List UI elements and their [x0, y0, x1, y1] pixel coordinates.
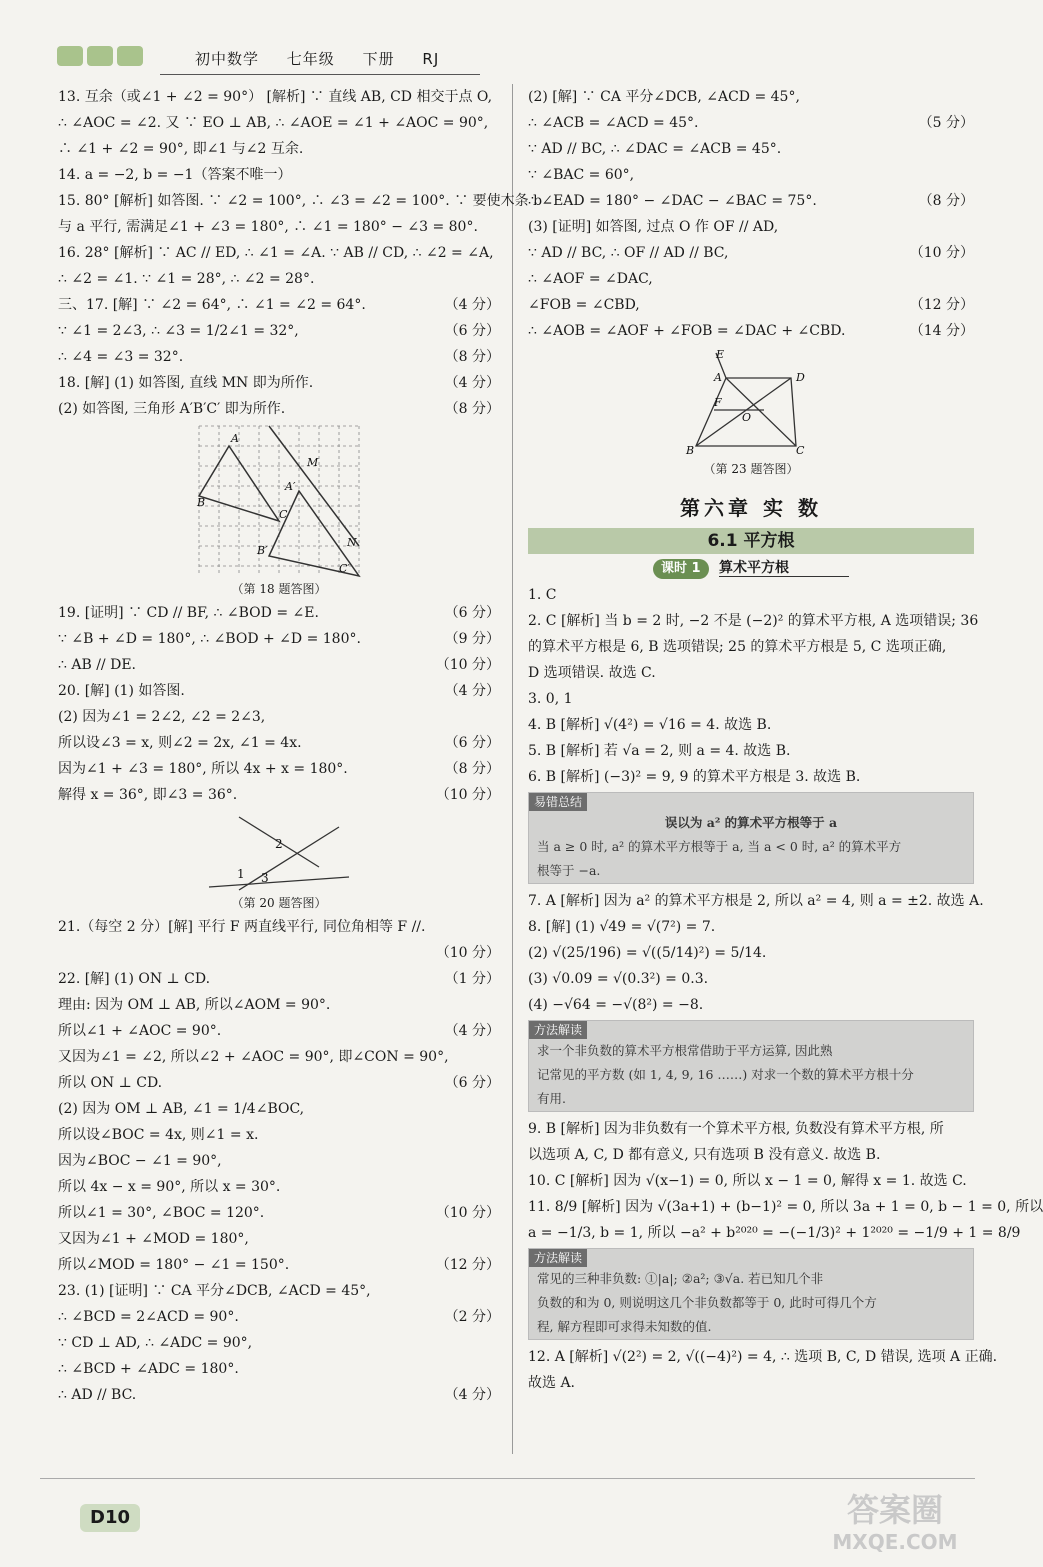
tip-line: 求一个非负数的算术平方根常借助于平方运算, 因此熟 — [537, 1043, 833, 1058]
fig20-label-1: 1 — [237, 867, 245, 881]
answer-text: 21.（每空 2 分）[解] 平行 F 两直线平行, 同位角相等 F //. — [58, 919, 426, 935]
answer-text: 4. B [解析] √(4²) = √16 = 4. 故选 B. — [528, 717, 772, 733]
answer-line — [58, 966, 500, 992]
answer-text: ∴ ∠4 = ∠3 = 32°. — [58, 349, 184, 365]
answer-line — [58, 1330, 500, 1356]
answer-line — [528, 888, 984, 914]
answer-line — [58, 1304, 500, 1330]
answer-line — [58, 1044, 500, 1070]
answer-text: 8. [解] (1) √49 = √(7²) = 7. — [528, 919, 716, 935]
answer-text: (2) 因为 OM ⊥ AB, ∠1 = 1/4∠BOC, — [58, 1101, 305, 1117]
tip-line: 根等于 −a. — [537, 863, 601, 878]
volume: 下册 — [362, 50, 395, 68]
answer-line — [528, 738, 974, 764]
answer-text: 所以∠1 + ∠AOC = 90°. — [58, 1023, 222, 1039]
header-title — [195, 48, 461, 69]
answer-text: ∴ ∠BCD + ∠ADC = 180°. — [58, 1361, 239, 1377]
score-mark: （4 分） — [444, 1023, 500, 1039]
fig18-label-a-prime: A′ — [285, 480, 296, 493]
brand-logo — [55, 40, 155, 70]
score-mark: （4 分） — [444, 1387, 500, 1403]
fig18-label-n: N — [347, 536, 357, 549]
answer-text: ∴ ∠1 + ∠2 = 90°, 即∠1 与∠2 互余. — [58, 141, 304, 157]
figure-18-grid — [199, 426, 359, 576]
score-mark: （6 分） — [444, 735, 500, 751]
answers-9-11 — [528, 1116, 1043, 1246]
answer-line — [528, 1116, 974, 1142]
answer-line — [58, 914, 500, 940]
score-mark: （5 分） — [918, 115, 974, 131]
fig18-label-c: C — [279, 508, 288, 521]
answer-line — [58, 1278, 500, 1304]
answer-text: 12. A [解析] √(2²) = 2, √((−4)²) = 4, ∴ 选项 B, C, D 错误, 选项 A 正确. — [528, 1349, 998, 1365]
score-mark: （6 分） — [444, 605, 500, 621]
score-mark: （6 分） — [444, 323, 500, 339]
answer-line — [58, 318, 500, 344]
fig23-label-a: A — [714, 371, 722, 384]
answer-text: 5. B [解析] 若 √a = 2, 则 a = 4. 故选 B. — [528, 743, 791, 759]
answer-line — [58, 1096, 500, 1122]
answers-1-6 — [528, 582, 979, 790]
figure-23 — [686, 348, 816, 456]
answer-text: 以选项 A, C, D 都有意义, 只有选项 B 没有意义. 故选 B. — [528, 1147, 881, 1163]
answer-text: 理由: 因为 OM ⊥ AB, 所以∠AOM = 90°. — [58, 997, 331, 1013]
answer-text: ∴ ∠AOB = ∠AOF + ∠FOB = ∠DAC + ∠CBD. — [528, 323, 846, 339]
answer-text: 6. B [解析] (−3)² = 9, 9 的算术平方根是 3. 故选 B. — [528, 769, 861, 785]
answer-text: 18. [解] (1) 如答图, 直线 MN 即为所作. — [58, 375, 314, 391]
answer-text: 20. [解] (1) 如答图. — [58, 683, 185, 699]
answer-text: a = −1/3, b = 1, 所以 −a² + b²⁰²⁰ = −(−1/3)² + 1²⁰²⁰ = −1/9 + 1 = 8/9 — [528, 1225, 1021, 1241]
answer-line — [528, 1220, 1021, 1246]
tip-line: 常见的三种非负数: ①|a|; ②a²; ③√a. 若已知几个非 — [537, 1271, 824, 1286]
answer-text: 16. 28° [解析] ∵ AC // ED, ∴ ∠1 = ∠A. ∵ AB // CD, ∴ ∠2 = ∠A, — [58, 245, 494, 261]
answers-19-20 — [58, 600, 500, 808]
answer-text: ∵ ∠BAC = 60°, — [528, 167, 635, 183]
answer-text: 23. (1) [证明] ∵ CA 平分∠DCB, ∠ACD = 45°, — [58, 1283, 371, 1299]
right-column — [528, 84, 1043, 1396]
score-mark: （12 分） — [435, 1257, 500, 1273]
answer-line — [528, 1194, 1043, 1220]
answer-text: (2) √(25/196) = √((5/14)²) = 5/14. — [528, 945, 767, 961]
answers-13-18 — [58, 84, 543, 422]
tip-line: 负数的和为 0, 则说明这几个非负数都等于 0, 此时可得几个方 — [537, 1295, 877, 1310]
answer-line — [528, 660, 974, 686]
score-mark: （8 分） — [444, 401, 500, 417]
answer-line — [528, 764, 974, 790]
answer-text: ∴ AB // DE. — [58, 657, 136, 673]
answer-line — [58, 1122, 500, 1148]
answer-line — [58, 1148, 500, 1174]
answer-text: 15. 80° [解析] 如答图. ∵ ∠2 = 100°, ∴ ∠3 = ∠2 = 100°. ∵ 要使木条 b — [58, 193, 543, 209]
answer-line — [58, 1018, 500, 1044]
tip-line: 有用. — [537, 1091, 566, 1106]
answer-text: ∵ CD ⊥ AD, ∴ ∠ADC = 90°, — [58, 1335, 253, 1351]
score-mark: （10 分） — [435, 1205, 500, 1221]
answer-text: 22. [解] (1) ON ⊥ CD. — [58, 971, 211, 987]
score-mark: （8 分） — [444, 761, 500, 777]
footer-rule — [40, 1478, 975, 1479]
fig23-label-c: C — [796, 444, 805, 457]
answer-line — [528, 136, 974, 162]
answer-line — [528, 162, 974, 188]
answer-text: ∵ ∠B + ∠D = 180°, ∴ ∠BOD + ∠D = 180°. — [58, 631, 361, 647]
fig18-label-b-prime: B′ — [257, 544, 268, 557]
answers-23-cont — [528, 84, 974, 344]
answer-text: (3) √0.09 = √(0.3²) = 0.3. — [528, 971, 709, 987]
figure-18 — [199, 426, 359, 576]
answer-line — [528, 110, 974, 136]
answer-line — [528, 292, 974, 318]
answer-line — [58, 344, 500, 370]
answer-text: ∵ ∠1 = 2∠3, ∴ ∠3 = 1/2∠1 = 32°, — [58, 323, 299, 339]
answer-text: 3. 0, 1 — [528, 691, 573, 707]
answer-line — [58, 214, 500, 240]
figure-23-caption: （第 23 题答图） — [703, 462, 799, 476]
answer-line — [58, 84, 500, 110]
answer-line — [58, 992, 500, 1018]
answer-line — [528, 84, 974, 110]
tip-box-title: 易错总结 — [529, 793, 587, 811]
fig18-label-m: M — [307, 456, 319, 469]
subject: 初中数学 — [195, 50, 260, 68]
answer-line — [58, 370, 500, 396]
answer-text: 所以设∠3 = x, 则∠2 = 2x, ∠1 = 4x. — [58, 735, 302, 751]
answer-text: 故选 A. — [528, 1375, 576, 1391]
figure-20-lines — [209, 812, 349, 890]
answer-text: ∵ AD // BC, ∴ OF // AD // BC, — [528, 245, 729, 261]
figure-20 — [209, 812, 349, 890]
tip-line: 程, 解方程即可求得未知数的值. — [537, 1319, 712, 1334]
answer-text: 三、17. [解] ∵ ∠2 = 64°, ∴ ∠1 = ∠2 = 64°. — [58, 297, 366, 313]
answer-text: 因为∠1 + ∠3 = 180°, 所以 4x + x = 180°. — [58, 761, 348, 777]
answer-text: ∴ ∠ACB = ∠ACD = 45°. — [528, 115, 699, 131]
answer-text: (3) [证明] 如答图, 过点 O 作 OF // AD, — [528, 219, 779, 235]
fig18-label-b: B — [197, 496, 206, 509]
answer-text: 所以设∠BOC = 4x, 则∠1 = x. — [58, 1127, 259, 1143]
answer-text: ∴ ∠AOF = ∠DAC, — [528, 271, 653, 287]
answer-text: 7. A [解析] 因为 a² 的算术平方根是 2, 所以 a² = 4, 则 a = ±2. 故选 A. — [528, 893, 984, 909]
tip-box-mistakes — [528, 792, 974, 884]
answers-12 — [528, 1344, 998, 1396]
figure-18-caption: （第 18 题答图） — [231, 582, 327, 596]
answer-line — [58, 188, 543, 214]
answer-line — [58, 1070, 500, 1096]
tip-line: 误以为 a² 的算术平方根等于 a — [664, 815, 838, 830]
answer-line — [528, 966, 974, 992]
answer-line — [58, 266, 500, 292]
answer-line — [528, 940, 974, 966]
answer-text: ∴ ∠AOC = ∠2. 又 ∵ EO ⊥ AB, ∴ ∠AOE = ∠1 + ∠AOC = 90°, — [58, 115, 489, 131]
answer-text: 10. C [解析] 因为 √(x−1) = 0, 所以 x − 1 = 0, 解得 x = 1. 故选 C. — [528, 1173, 967, 1189]
answer-text: 又因为∠1 = ∠2, 所以∠2 + ∠AOC = 90°, 即∠CON = 90°, — [58, 1049, 449, 1065]
score-mark: （12 分） — [909, 297, 974, 313]
answer-text: 所以∠1 = 30°, ∠BOC = 120°. — [58, 1205, 265, 1221]
answer-line — [528, 214, 974, 240]
answer-text: 19. [证明] ∵ CD // BF, ∴ ∠BOD = ∠E. — [58, 605, 319, 621]
answer-line — [58, 626, 500, 652]
fig23-label-f: F — [714, 396, 722, 409]
brand-logo-icon — [55, 40, 155, 70]
score-mark: （10 分） — [435, 657, 500, 673]
score-mark: （2 分） — [444, 1309, 500, 1325]
answer-line — [58, 1200, 500, 1226]
figure-20-caption: （第 20 题答图） — [231, 896, 327, 910]
answer-text: 13. 互余（或∠1 + ∠2 = 90°） [解析] ∵ 直线 AB, CD 相交于点 O, — [58, 89, 493, 105]
watermark — [800, 1490, 990, 1560]
watermark-line2: MXQE.COM — [832, 1530, 958, 1554]
answer-text: 的算术平方根是 6, B 选项错误; 25 的算术平方根是 5, C 选项正确, — [528, 639, 947, 655]
fig23-label-d: D — [796, 371, 805, 384]
answer-line — [528, 914, 974, 940]
answer-text: 2. C [解析] 当 b = 2 时, −2 不是 (−2)² 的算术平方根, A 选项错误; 36 — [528, 613, 979, 629]
answer-text: 因为∠BOC − ∠1 = 90°, — [58, 1153, 222, 1169]
answer-text: 14. a = −2, b = −1（答案不唯一） — [58, 167, 292, 183]
score-mark: （10 分） — [435, 787, 500, 803]
score-mark: （6 分） — [444, 1075, 500, 1091]
answer-line — [58, 136, 500, 162]
answer-line — [528, 634, 974, 660]
answer-line — [528, 266, 974, 292]
watermark-line1: 答案圈 — [846, 1491, 943, 1529]
answer-text: ∴ AD // BC. — [58, 1387, 137, 1403]
tip-box-method-2 — [528, 1248, 974, 1340]
answer-line — [528, 1370, 974, 1396]
answer-text: ∴ ∠BCD = 2∠ACD = 90°. — [58, 1309, 239, 1325]
page-header — [0, 0, 1000, 80]
tip-box-title: 方法解读 — [529, 1249, 587, 1267]
answers-21-23 — [58, 914, 500, 1408]
answer-text: 又因为∠1 + ∠MOD = 180°, — [58, 1231, 249, 1247]
answer-text: D 选项错误. 故选 C. — [528, 665, 656, 681]
score-mark: （8 分） — [918, 193, 974, 209]
answer-text: 所以 4x − x = 90°, 所以 x = 30°. — [58, 1179, 281, 1195]
answer-text: ∠FOB = ∠CBD, — [528, 297, 640, 313]
answer-text: 所以 ON ⊥ CD. — [58, 1075, 163, 1091]
answer-line — [58, 1226, 500, 1252]
answer-line — [58, 704, 500, 730]
score-mark: （4 分） — [444, 297, 500, 313]
answer-line — [58, 940, 500, 966]
answer-line — [528, 608, 979, 634]
score-mark: （14 分） — [909, 323, 974, 339]
answer-line — [58, 292, 500, 318]
answer-line — [528, 188, 974, 214]
answer-line — [528, 582, 974, 608]
grade: 七年级 — [286, 50, 335, 68]
answer-text: (2) [解] ∵ CA 平分∠DCB, ∠ACD = 45°, — [528, 89, 800, 105]
score-mark: （10 分） — [435, 945, 500, 961]
fig20-label-3: 3 — [261, 871, 269, 885]
fig23-label-o: O — [742, 411, 752, 424]
answer-text: ∴ ∠EAD = 180° − ∠DAC − ∠BAC = 75°. — [528, 193, 817, 209]
answer-text: 9. B [解析] 因为非负数有一个算术平方根, 负数没有算术平方根, 所 — [528, 1121, 944, 1137]
score-mark: （4 分） — [444, 375, 500, 391]
page-number: D10 — [80, 1504, 140, 1532]
tip-line: 记常见的平方数 (如 1, 4, 9, 16 ……) 对求一个数的算术平方根十分 — [537, 1067, 914, 1082]
answer-line — [528, 1142, 974, 1168]
answer-text: 1. C — [528, 587, 557, 603]
answer-line — [58, 110, 500, 136]
answers-7-8 — [528, 888, 984, 1018]
answer-line — [58, 652, 500, 678]
answer-text: 与 a 平行, 需满足∠1 + ∠3 = 180°, ∴ ∠1 = 180° − ∠3 = 80°. — [58, 219, 478, 235]
tip-box-title: 方法解读 — [529, 1021, 587, 1039]
column-divider — [512, 84, 513, 1454]
answer-text: (4) −√64 = −√(8²) = −8. — [528, 997, 704, 1013]
answer-line — [58, 240, 500, 266]
answer-line — [58, 600, 500, 626]
answer-text: 解得 x = 36°, 即∠3 = 36°. — [58, 787, 238, 803]
answer-text: 11. 8/9 [解析] 因为 √(3a+1) + (b−1)² = 0, 所以 3a + 1 = 0, b − 1 = 0, 所以 — [528, 1199, 1043, 1215]
edition: RJ — [422, 50, 440, 68]
answer-line — [58, 1356, 500, 1382]
answer-line — [528, 1344, 998, 1370]
answer-line — [58, 162, 500, 188]
answer-line — [528, 686, 974, 712]
chapter-title: 第六章 实 数 — [680, 496, 822, 520]
score-mark: （1 分） — [444, 971, 500, 987]
answer-line — [528, 1168, 974, 1194]
answer-line — [58, 1174, 500, 1200]
answer-line — [58, 730, 500, 756]
answer-line — [528, 240, 974, 266]
fig23-label-e: E — [716, 348, 725, 361]
score-mark: （8 分） — [444, 349, 500, 365]
lesson-pill: 课时 1 — [653, 559, 709, 579]
tip-box-method-1 — [528, 1020, 974, 1112]
answer-line — [58, 782, 500, 808]
score-mark: （4 分） — [444, 683, 500, 699]
answer-line — [58, 678, 500, 704]
lesson-title — [528, 554, 974, 582]
figure-23-quad — [686, 348, 816, 456]
fig20-label-2: 2 — [275, 837, 283, 851]
answer-text: (2) 因为∠1 = 2∠2, ∠2 = 2∠3, — [58, 709, 266, 725]
answer-line — [58, 396, 500, 422]
answer-text: ∵ AD // BC, ∴ ∠DAC = ∠ACB = 45°. — [528, 141, 782, 157]
answer-text: 所以∠MOD = 180° − ∠1 = 150°. — [58, 1257, 290, 1273]
answer-line — [58, 1382, 500, 1408]
answer-line — [528, 318, 974, 344]
tip-line: 当 a ≥ 0 时, a² 的算术平方根等于 a, 当 a < 0 时, a² 的算术平方 — [537, 839, 902, 854]
answer-line — [528, 992, 974, 1018]
score-mark: （10 分） — [909, 245, 974, 261]
fig18-label-c-prime: C′ — [339, 562, 350, 575]
answer-line — [528, 712, 974, 738]
header-rule — [160, 74, 480, 75]
answer-text: (2) 如答图, 三角形 A′B′C′ 即为所作. — [58, 401, 286, 417]
section-title: 6.1 平方根 — [528, 528, 974, 554]
score-mark: （9 分） — [444, 631, 500, 647]
answer-line — [58, 1252, 500, 1278]
lesson-name: 算术平方根 — [719, 560, 849, 577]
fig18-label-a: A — [231, 432, 239, 445]
fig23-label-b: B — [686, 444, 695, 457]
answer-line — [58, 756, 500, 782]
answer-text: ∴ ∠2 = ∠1. ∵ ∠1 = 28°, ∴ ∠2 = 28°. — [58, 271, 315, 287]
